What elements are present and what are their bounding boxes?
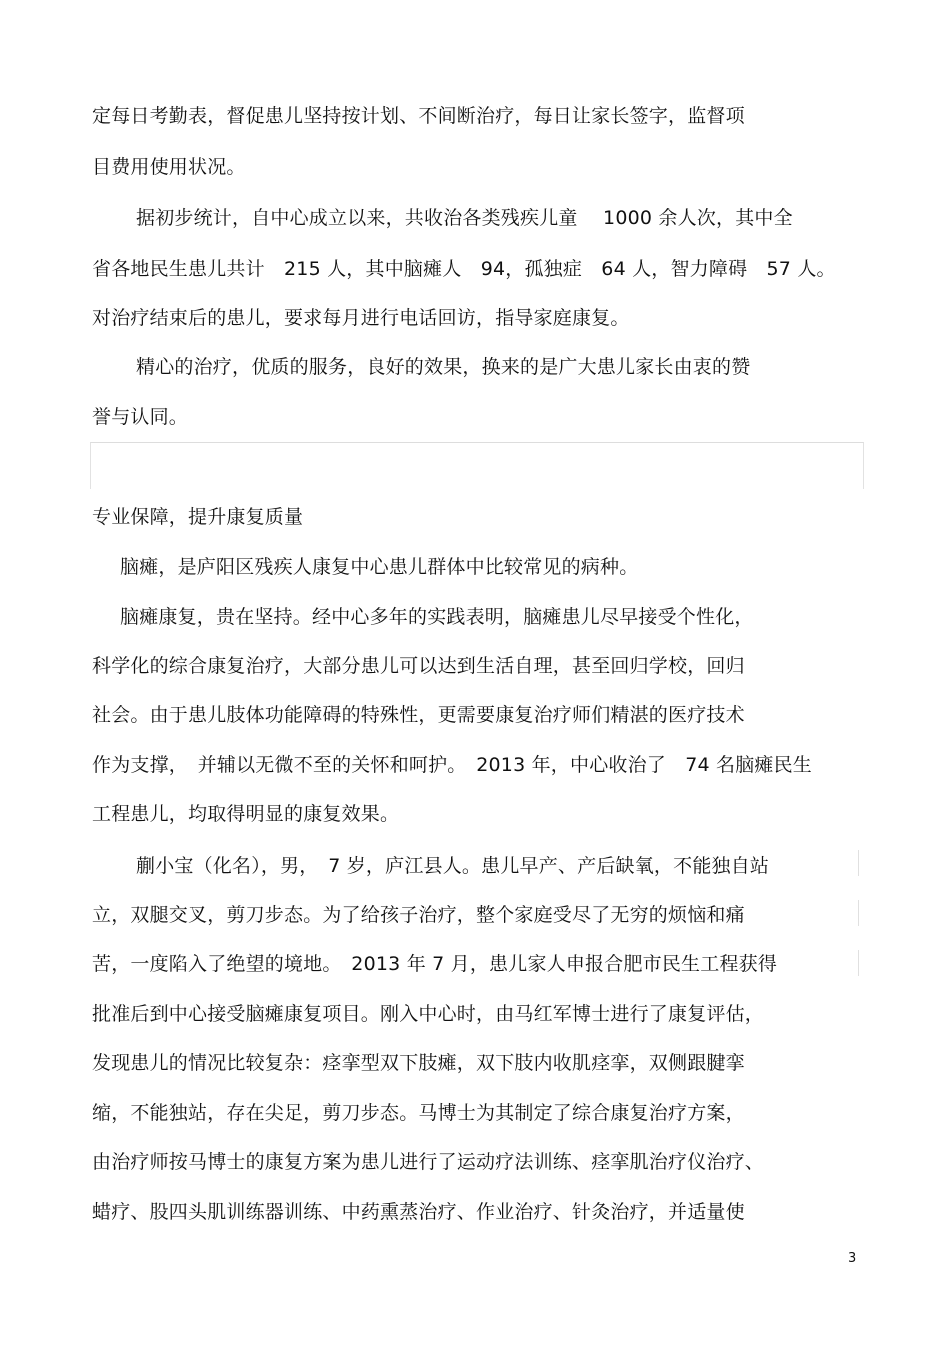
paragraph-line: 脑瘫，是庐阳区残疾人康复中心患儿群体中比较常见的病种。	[120, 556, 639, 578]
paragraph-line: 工程患儿，均取得明显的康复效果。	[92, 803, 400, 825]
paragraph-line: 苦，一度陷入了绝望的境地。 2013 年 7 月，患儿家人申报合肥市民生工程获得	[92, 953, 778, 975]
paragraph-line: 脑瘫康复，贵在坚持。经中心多年的实践表明，脑瘫患儿尽早接受个性化，	[120, 606, 754, 628]
empty-frame	[90, 442, 864, 489]
margin-mark	[858, 850, 859, 876]
paragraph-line: 社会。由于患儿肢体功能障碍的特殊性，更需要康复治疗师们精湛的医疗技术	[92, 704, 745, 726]
paragraph-line: 誉与认同。	[92, 406, 189, 428]
paragraph-line: 发现患儿的情况比较复杂：痉挛型双下肢瘫，双下肢内收肌痉挛，双侧跟腱挛	[92, 1052, 745, 1074]
paragraph-line: 据初步统计，自中心成立以来，共收治各类残疾儿童 1000 余人次，其中全	[136, 207, 793, 229]
paragraph-line: 作为支撑， 并辅以无微不至的关怀和呵护。 2013 年，中心收治了 74 名脑瘫民生	[92, 754, 813, 776]
paragraph-line: 定每日考勤表，督促患儿坚持按计划、不间断治疗，每日让家长签字，监督项	[92, 105, 745, 127]
paragraph-line: 由治疗师按马博士的康复方案为患儿进行了运动疗法训练、痉挛肌治疗仪治疗、	[92, 1151, 765, 1173]
paragraph-line: 科学化的综合康复治疗，大部分患儿可以达到生活自理，甚至回归学校，回归	[92, 655, 745, 677]
paragraph-line: 蜡疗、股四头肌训练器训练、中药熏蒸治疗、作业治疗、针灸治疗，并适量使	[92, 1201, 745, 1223]
paragraph-line: 立，双腿交叉，剪刀步态。为了给孩子治疗，整个家庭受尽了无穷的烦恼和痛	[92, 904, 745, 926]
paragraph-line: 目费用使用状况。	[92, 156, 246, 178]
margin-mark	[858, 950, 859, 976]
paragraph-line: 缩，不能独站，存在尖足，剪刀步态。马博士为其制定了综合康复治疗方案，	[92, 1102, 745, 1124]
section-heading: 专业保障，提升康复质量	[92, 506, 304, 528]
paragraph-line: 精心的治疗，优质的服务，良好的效果，换来的是广大患儿家长由衷的赞	[136, 356, 751, 378]
margin-mark	[858, 900, 859, 926]
paragraph-line: 对治疗结束后的患儿，要求每月进行电话回访，指导家庭康复。	[92, 307, 630, 329]
page-number: 3	[848, 1251, 857, 1266]
paragraph-line: 批准后到中心接受脑瘫康复项目。刚入中心时，由马红军博士进行了康复评估，	[92, 1003, 765, 1025]
paragraph-line: 蒯小宝（化名），男， 7 岁，庐江县人。患儿早产、产后缺氧，不能独自站	[136, 855, 770, 877]
paragraph-line: 省各地民生患儿共计 215 人，其中脑瘫人 94，孤独症 64 人，智力障碍 57 人。	[92, 258, 836, 280]
